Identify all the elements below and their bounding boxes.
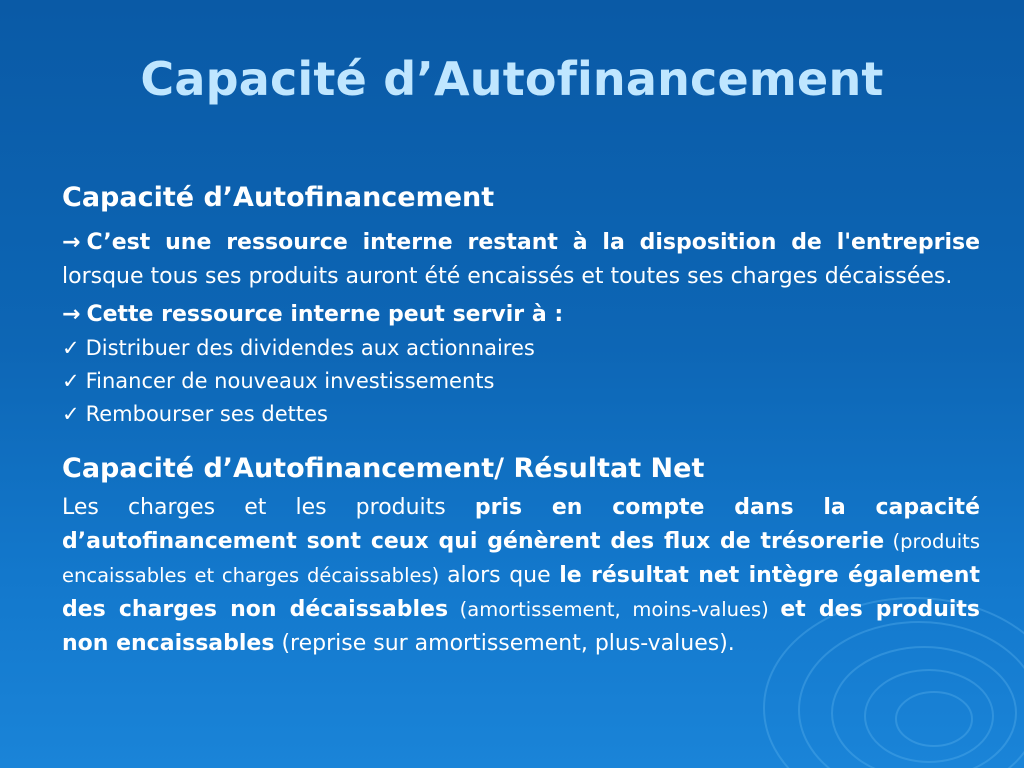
caf-definition <box>62 226 980 294</box>
text-small: (amortissement, moins-values) <box>448 598 781 621</box>
checkmark-icon: ✓ <box>62 402 80 426</box>
caf-uses-list <box>62 332 980 431</box>
list-item-text: Financer de nouveaux investissements <box>85 369 495 393</box>
list-item <box>62 398 980 431</box>
caf-definition-bold: C’est une ressource interne restant à la disposition de l'entreprise <box>86 230 980 255</box>
list-item-text: Rembourser ses dettes <box>85 402 328 426</box>
checkmark-icon: ✓ <box>62 336 80 360</box>
caf-uses-lead <box>62 298 980 332</box>
caf-definition-rest: lorsque tous ses produits auront été encaissés et toutes ses charges décaissées. <box>62 264 953 289</box>
caf-vs-net-paragraph <box>62 491 980 661</box>
text-normal: alors que <box>447 563 560 588</box>
list-item <box>62 332 980 365</box>
section-heading-caf-vs-net: Capacité d’Autofinancement/ Résultat Net <box>62 453 705 484</box>
list-item-text: Distribuer des dividendes aux actionnaires <box>85 336 535 360</box>
section-heading-caf: Capacité d’Autofinancement <box>62 182 495 213</box>
text-normal: (reprise sur amortissement, plus-values). <box>274 631 735 656</box>
list-item <box>62 365 980 398</box>
text-small: (produits encaissables et charges décaissables) <box>62 530 980 587</box>
arrow-icon: → <box>62 302 81 327</box>
caf-uses-lead-text: Cette ressource interne peut servir à : <box>86 302 564 327</box>
slide-title: Capacité d’Autofinancement <box>140 52 884 106</box>
text-bold: pris en compte dans la capacité d’autofinancement sont ceux qui génèrent des flux de trésorerie <box>62 495 980 554</box>
text-bold: et des produits non encaissables <box>62 597 981 656</box>
slide-content <box>62 176 980 661</box>
arrow-icon: → <box>62 230 81 255</box>
checkmark-icon: ✓ <box>62 369 80 393</box>
text-normal: Les charges et les produits <box>62 495 475 520</box>
text-bold: le résultat net intègre également des charges non décaissables <box>62 563 980 622</box>
